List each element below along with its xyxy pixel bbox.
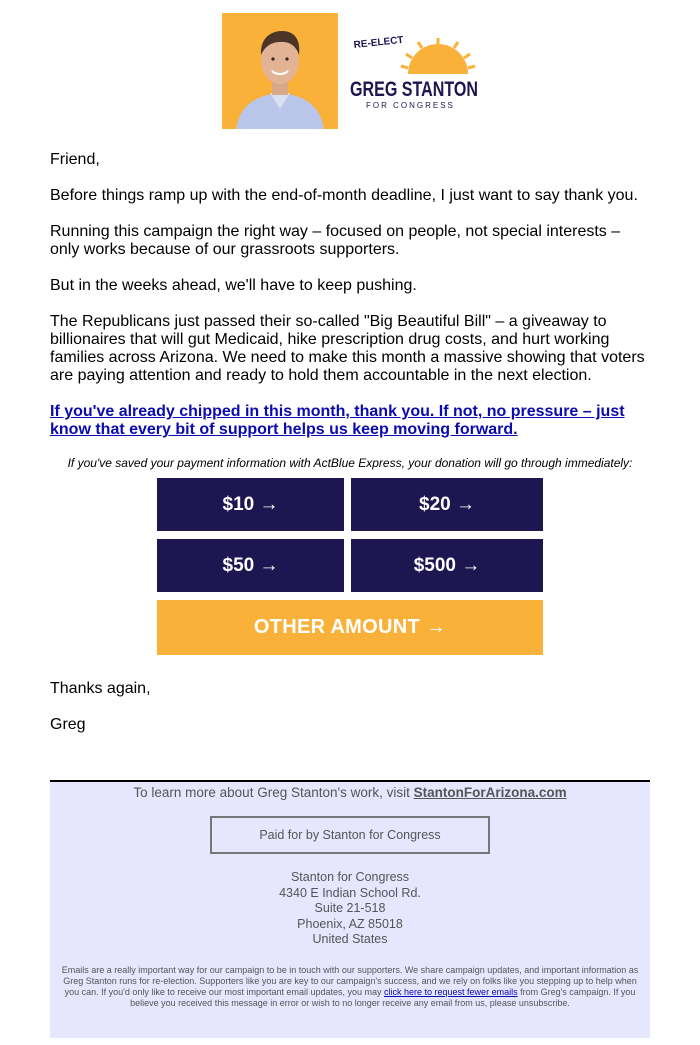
logo-name: GREG STANTON <box>350 78 478 101</box>
support-link[interactable]: If you've already chipped in this month, thank you. If not, no pressure – just know that every bit of support helps us keep moving forward. <box>50 403 625 438</box>
logo-sub: FOR CONGRESS <box>366 101 455 110</box>
letter-paragraph-4: The Republicans just passed their so-called "Big Beautiful Bill" – a giveaway to billionaires that will gut Medicaid, hike prescription drug costs, and hurt working families across Arizona. We need to make this month a massive showing that voters are paying attention and ready to hold them accountable in the next election. <box>50 313 645 384</box>
footer-learn-text: To learn more about Greg Stanton's work, visit <box>133 785 414 800</box>
address-line: United States <box>312 932 388 946</box>
logo-re-elect: RE-ELECT <box>353 34 405 51</box>
fewer-emails-link[interactable]: click here to request fewer emails <box>384 987 518 997</box>
address-line: Phoenix, AZ 85018 <box>297 916 403 931</box>
fine-print <box>60 965 640 1009</box>
letter-paragraph-2: Running this campaign the right way – focused on people, not special interests – only works because of our grassroots supporters. <box>50 223 621 258</box>
address-line: 4340 E Indian School Rd. <box>279 885 421 900</box>
letter-link-paragraph <box>50 403 650 439</box>
letter-closing: Thanks again, <box>50 680 151 697</box>
donate-other-amount-button[interactable]: OTHER AMOUNT → <box>157 600 543 655</box>
candidate-photo <box>222 13 338 129</box>
footer-learn-more <box>50 785 650 800</box>
donate-50-button[interactable]: $50 → <box>157 539 344 592</box>
mailing-address <box>50 870 650 948</box>
paid-for-box: Paid for by Stanton for Congress <box>210 816 490 854</box>
letter-signature: Greg <box>50 716 86 733</box>
donate-500-button[interactable]: $500 → <box>351 539 543 592</box>
campaign-logo <box>348 34 488 118</box>
address-line: Suite 21-518 <box>314 901 386 915</box>
fine-print-text: Emails are a really important way for our campaign to be in touch with our supporters. We share campaign updates, and important information as Greg Stanton runs for re-election. Supporters like you are key to our campaign's success, and we rely on folks like you stepping up to help when you can. If you'd only like to receive our most important email updates, you may <box>61 965 639 997</box>
donate-20-button[interactable]: $20 → <box>351 478 543 531</box>
address-line: Stanton for Congress <box>290 870 410 884</box>
candidate-photo-illustration <box>222 13 338 129</box>
sun-icon <box>401 38 475 74</box>
letter-paragraph-1: Before things ramp up with the end-of-month deadline, I just want to say thank you. <box>50 187 638 204</box>
email-footer <box>50 780 650 1038</box>
letter-paragraph-3: But in the weeks ahead, we'll have to keep pushing. <box>50 277 417 294</box>
letter-greeting: Friend, <box>50 151 100 168</box>
donate-10-button[interactable]: $10 → <box>157 478 344 531</box>
fine-print-text-end: from Greg's campaign. If you believe you received this message in error or wish to no longer receive any email from us, please unsubscribe. <box>130 987 636 1008</box>
email-header <box>0 10 700 130</box>
website-link[interactable]: StantonForArizona.com <box>413 785 567 800</box>
actblue-express-note: If you've saved your payment information with ActBlue Express, your donation will go through immediately: <box>67 456 633 470</box>
